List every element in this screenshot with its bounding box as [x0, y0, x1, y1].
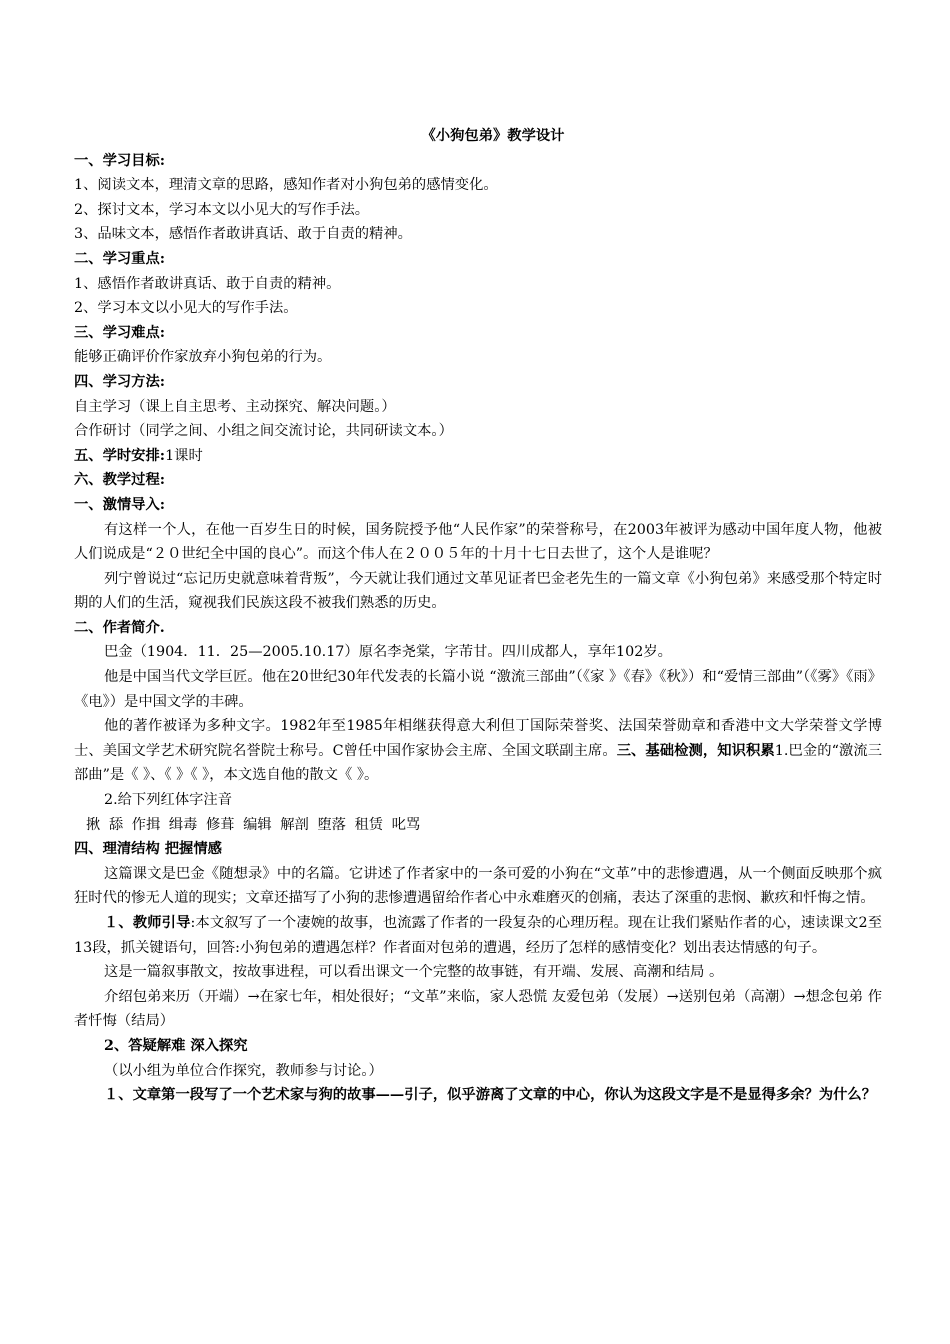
time-heading: 五、学时安排:: [74, 447, 166, 464]
goal-item: 1、阅读文本，理清文章的思路，感知作者对小狗包弟的感情变化。: [74, 177, 498, 194]
pinyin-word-list: 揪 舔 作揖 缉毒 修葺 编辑 解剖 堕落 租赁 叱骂: [86, 816, 421, 833]
structure-heading: 四、理清结构 把握情感: [74, 841, 222, 858]
process-heading: 六、教学过程:: [74, 472, 166, 489]
check-heading: 三、基础检测，知识积累: [616, 742, 775, 759]
intro-paragraph: 有这样一个人，在他一百岁生日的时候，国务院授予他“人民作家”的荣誉称号，在2003年被评为感动中国年度人物，他被人们说成是“２０世纪全中国的良心”。而这个伟人在２００５年的十月十七日去世了，这个人是谁呢？: [74, 521, 882, 563]
focus-heading: 二、学习重点:: [74, 250, 166, 267]
guide-text: :本文叙写了一个凄婉的故事，也流露了作者的一段复杂的心理历程。现在让我们紧贴作者的心，速读课文2至13段，抓关键语句，回答:小狗包弟的遭遇怎样？作者面对包弟的遭遇，经历了怎样的感情变化？划出表达情感的句子。: [74, 915, 883, 956]
intro-paragraph: 列宁曾说过“忘记历史就意味着背叛”，今天就让我们通过文革见证者巴金老先生的一篇文章《小狗包弟》来感受那个特定时期的人们的生活，窥视我们民族这段不被我们熟悉的历史。: [74, 570, 882, 612]
author-paragraph: [74, 714, 882, 788]
author-paragraph: 巴金（1904．11．25—2005.10.17）原名李尧棠，字芾甘。四川成都人，享年102岁。: [104, 644, 672, 661]
difficulty-heading: 三、学习难点:: [74, 324, 166, 341]
goal-item: 2、探讨文本，学习本文以小见大的写作手法。: [74, 201, 370, 218]
check-question: 2.给下列红体字注音: [104, 792, 233, 809]
goal-item: 3、品味文本，感悟作者敢讲真话、敢于自责的精神。: [74, 226, 412, 243]
method-item: 合作研讨（同学之间、小组之间交流讨论，共同研读文本。）: [74, 423, 453, 440]
difficulty-text: 能够正确评价作家放弃小狗包弟的行为。: [74, 349, 332, 366]
story-paragraph: 这是一篇叙事散文，按故事进程，可以看出课文一个完整的故事链，有开端、发展、高潮和结局 。: [104, 964, 724, 981]
document-page: [74, 124, 882, 1108]
document-title: 《小狗包弟》教学设计: [421, 128, 565, 144]
focus-item: 2、学习本文以小见大的写作手法。: [74, 300, 298, 317]
method-heading: 四、学习方法:: [74, 373, 166, 390]
guide-label: １、教师引导: [104, 915, 191, 931]
author-paragraph: 他是中国当代文学巨匠。他在20世纪30年代发表的长篇小说 “激流三部曲”（《家 》《春》《秋》）和“爱情三部曲”（《雾》《雨》《电》）是中国文学的丰碑。: [74, 669, 882, 710]
story-chain: 介绍包弟来历（开端）→在家七年，相处很好；“文革”来临，家人恐慌 友爱包弟（发展）→送别包弟（高潮）→想念包弟 作者忏悔（结局）: [74, 988, 882, 1030]
structure-paragraph: 这篇课文是巴金《随想录》中的名篇。它讲述了作者家中的一条可爱的小狗在“文革”中的悲惨遭遇，从一个侧面反映那个疯狂时代的惨无人道的现实；文章还描写了小狗的悲惨遭遇留给作者心中永难磨灭的创痛，表达了深重的悲悯、歉疚和忏悔之情。: [74, 865, 882, 907]
focus-item: 1、感悟作者敢讲真话、敢于自责的精神。: [74, 275, 341, 292]
author-heading: 二、作者简介.: [74, 619, 165, 636]
time-line: [74, 444, 882, 469]
check-question: 1.巴金的“激流三部曲”是《 》、《 》《 》，本文选自他的散文《 》。: [74, 742, 883, 784]
discuss-note: （以小组为单位合作探究，教师参与讨论。）: [104, 1062, 383, 1079]
intro-heading: 一、激情导入:: [74, 496, 166, 513]
method-item: 自主学习（课上自主思考、主动探究、解决问题。）: [74, 398, 396, 415]
time-value: 1课时: [165, 447, 203, 464]
discuss-question: １、文章第一段写了一个艺术家与狗的故事——引子，似乎游离了文章的中心，你认为这段文字是不是显得多余？为什么？: [104, 1087, 877, 1104]
goals-heading: 一、学习目标:: [74, 152, 166, 169]
author-text: 他的著作被译为多种文字。1982年至1985年相继获得意大利但丁国际荣誉奖、法国荣誉勋章和香港中文大学荣誉文学博士、美国文学艺术研究院名誉院士称号。С曾任中国作家协会主席、全国文联副主席。: [74, 718, 882, 759]
guide-paragraph: [74, 911, 882, 960]
discuss-heading: 2、答疑解难 深入探究: [104, 1037, 248, 1054]
